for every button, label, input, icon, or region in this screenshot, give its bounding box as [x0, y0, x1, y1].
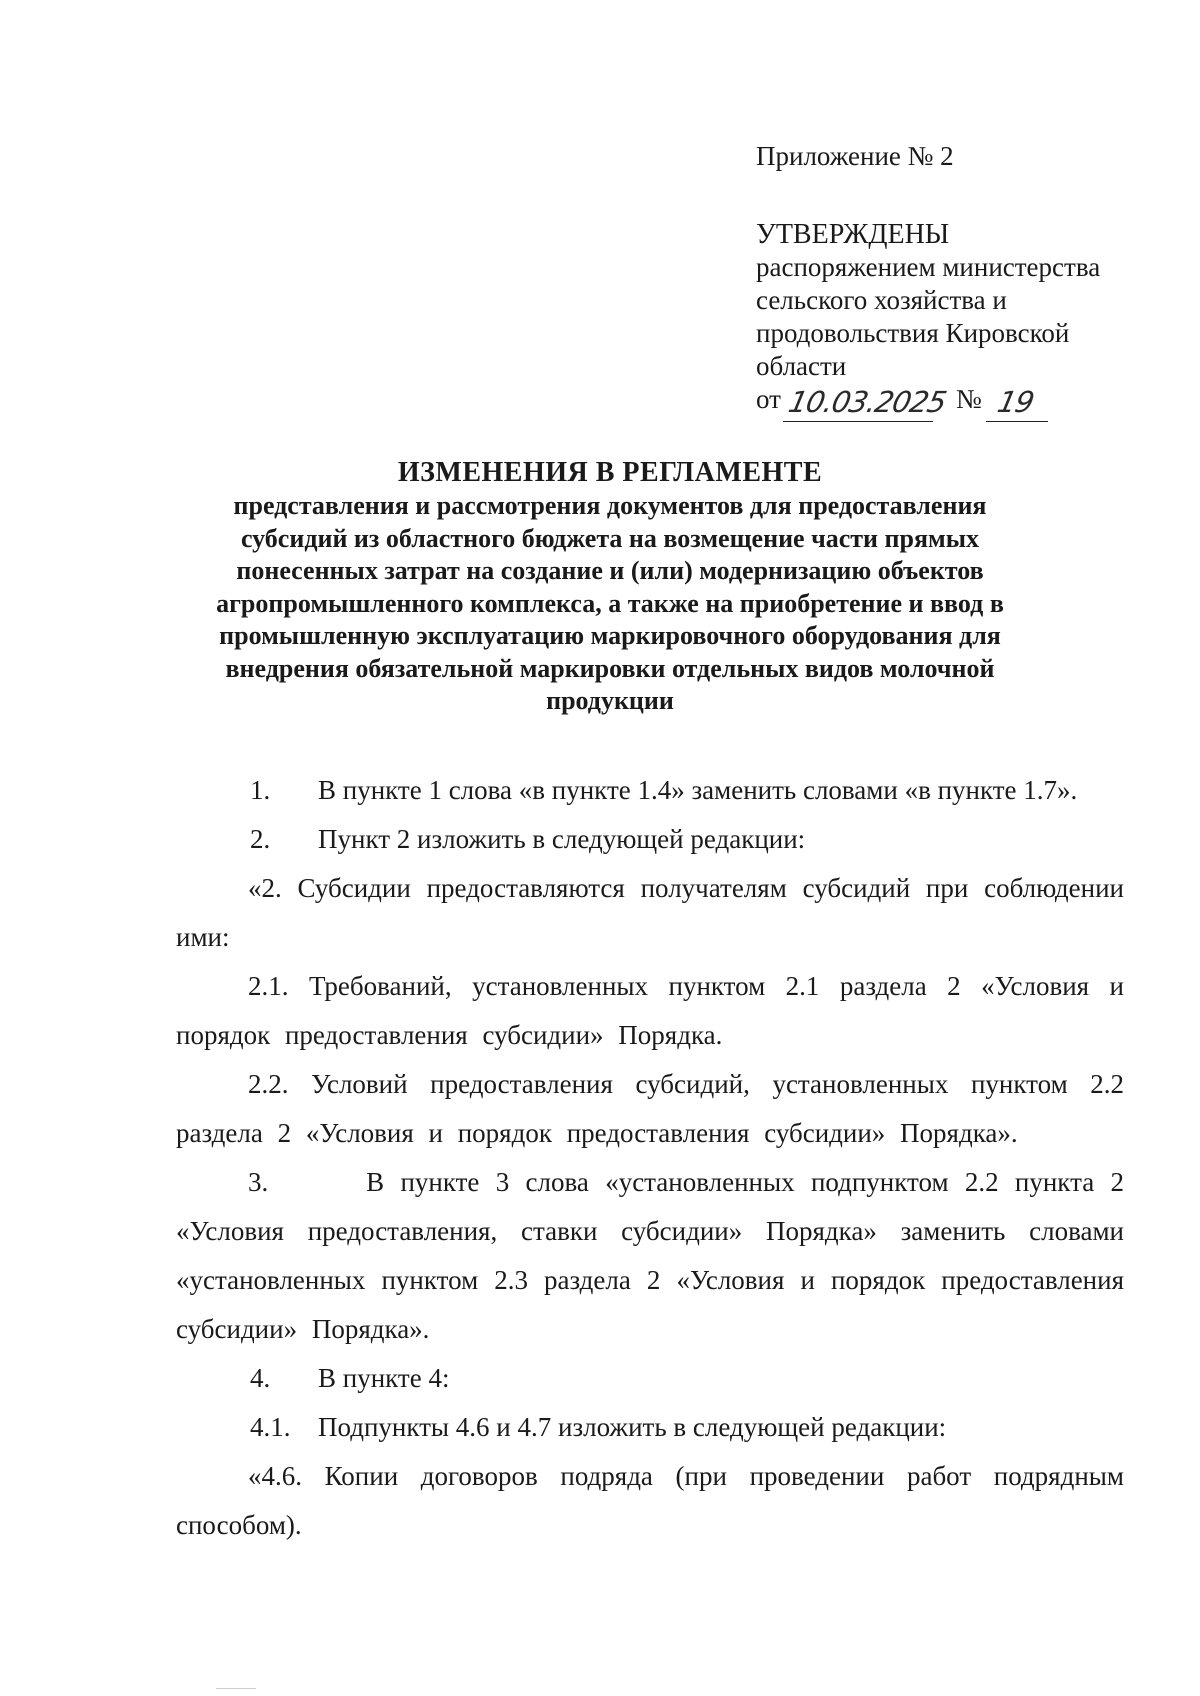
document-body	[176, 766, 1139, 1550]
scan-edge-mark	[216, 1688, 256, 1689]
approved-by-line: продовольствия Кировской	[756, 318, 1070, 348]
handwritten-date: 10.03.2025	[785, 385, 949, 419]
approved-label: УТВЕРЖДЕНЫ	[756, 219, 950, 250]
order-number-field	[986, 383, 1048, 422]
document-subtitle-line: агропромышленного комплекса, а также на приобретение и ввод в	[216, 588, 1004, 618]
order-date-number-line	[756, 383, 1166, 423]
paragraph: «4.6. Копии договоров подряда (при проведении работ подрядным способом).	[176, 1461, 1124, 1540]
paragraph	[176, 766, 1124, 815]
document-subtitle-line: промышленную эксплуатацию маркировочного оборудования для	[219, 621, 1001, 650]
paragraph	[176, 815, 1124, 864]
paragraph	[176, 1403, 1124, 1452]
paragraph: 2.2. Условий предоставления субсидий, установленных пунктом 2.2 раздела 2 «Условия и порядок предоставления субсидии» Порядка».	[176, 1069, 1124, 1148]
document-subtitle-line: субсидий из областного бюджета на возмещение части прямых	[240, 523, 980, 553]
paragraph-number: 2.	[250, 824, 271, 854]
number-label: №	[956, 384, 982, 414]
paragraph	[176, 1354, 1124, 1403]
paragraph-text: Пункт 2 изложить в следующей редакции:	[318, 824, 806, 854]
document-subtitle-line: внедрения обязательной маркировки отдельных видов молочной	[225, 653, 995, 683]
order-date-field	[783, 383, 949, 422]
paragraph-number: 4.1.	[250, 1412, 291, 1442]
approved-by-line: распоряжением министерства	[756, 252, 1101, 282]
paragraph: «2. Субсидии предоставляются получателям субсидий при соблюдении ими:	[176, 873, 1124, 952]
approved-by-line: сельского хозяйства и	[756, 285, 1007, 315]
paragraph-number: 1.	[250, 775, 271, 805]
document-subtitle-line: продукции	[546, 686, 674, 715]
paragraph-text: В пункте 4:	[318, 1363, 450, 1393]
from-label: от	[756, 384, 781, 414]
paragraph-number: 4.	[250, 1363, 271, 1393]
paragraph: 2.1. Требований, установленных пунктом 2.1 раздела 2 «Условия и порядок предоставления субсидии» Порядка.	[176, 971, 1124, 1050]
document-subtitle-line: представления и рассмотрения документов для предоставления	[233, 491, 987, 520]
document-subtitle-line: понесенных затрат на создание и (или) модернизацию объектов	[236, 556, 984, 585]
approval-block	[756, 140, 1166, 423]
paragraph-text: Подпункты 4.6 и 4.7 изложить в следующей редакции:	[318, 1412, 947, 1442]
appendix-label: Приложение № 2	[756, 141, 954, 171]
handwritten-number: 19	[994, 385, 1037, 419]
document-title: ИЗМЕНЕНИЯ В РЕГЛАМЕНТЕ	[397, 457, 823, 488]
paragraph: 3. В пункте 3 слова «установленных подпунктом 2.2 пункта 2 «Условия предоставления, ставки субсидии» Порядка» заменить словами «установленных пунктом 2.3 раздела 2 «Условия и порядок предоставления субсидии» Порядка».	[176, 1167, 1139, 1344]
paragraph-text: В пункте 1 слова «в пункте 1.4» заменить словами «в пункте 1.7».	[318, 775, 1078, 805]
document-heading	[180, 456, 1040, 718]
approved-by-line: области	[756, 351, 847, 381]
